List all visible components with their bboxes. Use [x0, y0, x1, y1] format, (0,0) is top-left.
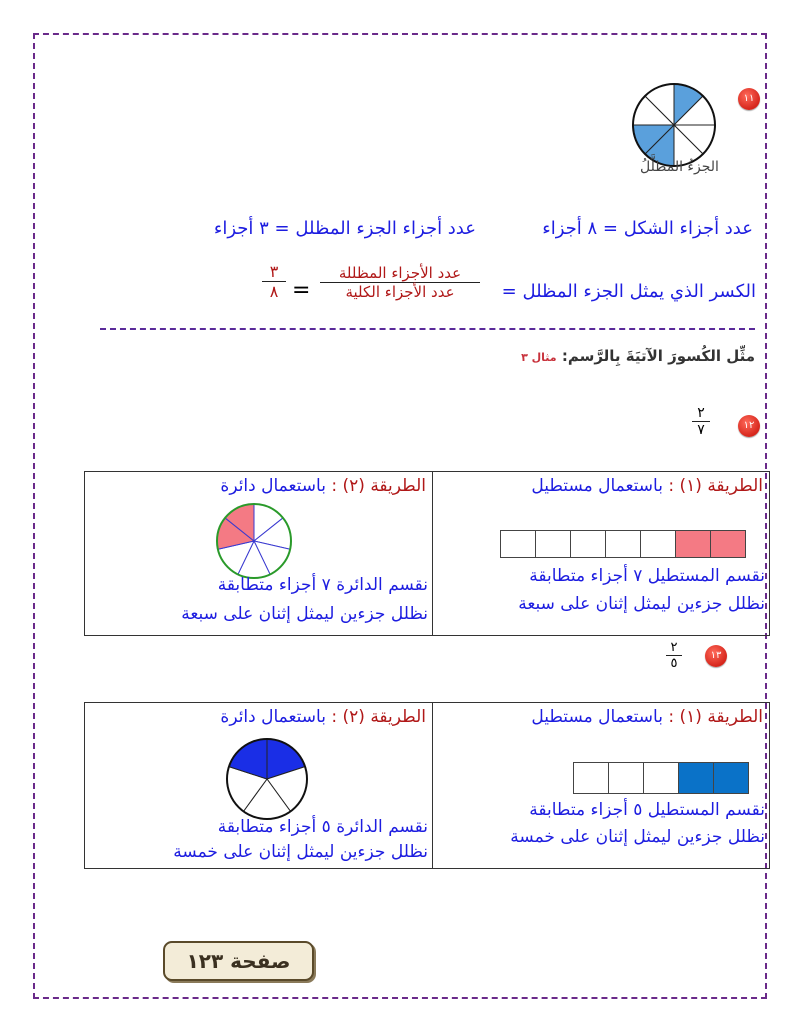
word-fraction-numerator: عدد الأجزاء المظللة — [338, 264, 462, 282]
bar-segment — [500, 530, 536, 558]
method-step-1: نقسم المستطيل ٥ أجزاء متطابقة — [529, 800, 765, 820]
sevenths-circle — [215, 502, 293, 580]
shaded-part-caption: الجزءُ المظلَّلُ — [640, 159, 719, 175]
bar-segment — [643, 762, 679, 794]
eighths-circle-figure — [631, 82, 717, 168]
bar-segment — [535, 530, 571, 558]
bar-segment — [640, 530, 676, 558]
fraction-denominator: ٧ — [697, 422, 705, 438]
numeric-denominator: ٨ — [269, 282, 279, 301]
fifths-circle — [225, 737, 309, 821]
method-step-1: نقسم الدائرة ٥ أجزاء متطابقة — [217, 817, 428, 837]
word-fraction — [320, 264, 480, 301]
method-title: الطريقة (١) : باستعمال مستطيل — [531, 476, 763, 496]
problem-fraction — [692, 405, 710, 438]
fraction-numerator: ٢ — [670, 640, 678, 655]
equals-sign: = — [292, 278, 311, 303]
method-rectangle-cell — [433, 472, 770, 636]
method-step-2: نظلل جزءين ليمثل إثنان على سبعة — [181, 604, 428, 624]
instruction — [521, 347, 755, 365]
problem-number-badge: ١١ — [738, 88, 760, 110]
method-title: الطريقة (٢) : باستعمال دائرة — [220, 476, 426, 496]
fifths-bar — [574, 762, 749, 794]
fraction-line-label: الكسر الذي يمثل الجزء المظلل = — [501, 281, 756, 302]
bar-segment — [678, 762, 714, 794]
bar-segment — [608, 762, 644, 794]
method-title: الطريقة (١) : باستعمال مستطيل — [531, 707, 763, 727]
bar-segment — [573, 762, 609, 794]
bar-segment — [570, 530, 606, 558]
bar-segment — [710, 530, 746, 558]
fraction-denominator: ٥ — [670, 656, 678, 671]
instruction-text: مثِّل الكُسورَ الآتيَةَ بِالرَّسم: — [561, 347, 755, 365]
bar-segment — [675, 530, 711, 558]
methods-table — [84, 702, 770, 869]
sevenths-bar — [501, 530, 746, 558]
shaded-parts-line: عدد أجزاء الجزء المظلل = ٣ أجزاء — [213, 218, 476, 239]
numeric-numerator: ٣ — [269, 262, 279, 281]
problem-number-badge: ١٣ — [705, 645, 727, 667]
problem-number-badge: ١٢ — [738, 415, 760, 437]
example-label: مثال ٣ — [521, 351, 557, 364]
fraction-numerator: ٢ — [697, 405, 705, 421]
numeric-fraction — [262, 262, 286, 301]
section-divider — [100, 328, 755, 330]
problem-fraction — [666, 640, 682, 671]
method-step-2: نظلل جزءين ليمثل إثنان على سبعة — [518, 594, 765, 614]
method-step-1: نقسم المستطيل ٧ أجزاء متطابقة — [529, 566, 765, 586]
word-fraction-denominator: عدد الأجزاء الكلية — [345, 283, 455, 301]
method-step-1: نقسم الدائرة ٧ أجزاء متطابقة — [217, 575, 428, 595]
methods-table — [84, 471, 770, 636]
method-title: الطريقة (٢) : باستعمال دائرة — [220, 707, 426, 727]
bar-segment — [713, 762, 749, 794]
method-step-2: نظلل جزءين ليمثل إثنان على خمسة — [510, 827, 765, 847]
page-number-label: صفحة ١٢٣ — [163, 941, 314, 981]
method-circle-cell — [85, 472, 433, 636]
method-step-2: نظلل جزءين ليمثل إثنان على خمسة — [173, 842, 428, 862]
total-parts-line: عدد أجزاء الشكل = ٨ أجزاء — [542, 218, 753, 239]
bar-segment — [605, 530, 641, 558]
method-circle-cell — [85, 703, 433, 869]
method-rectangle-cell — [433, 703, 770, 869]
